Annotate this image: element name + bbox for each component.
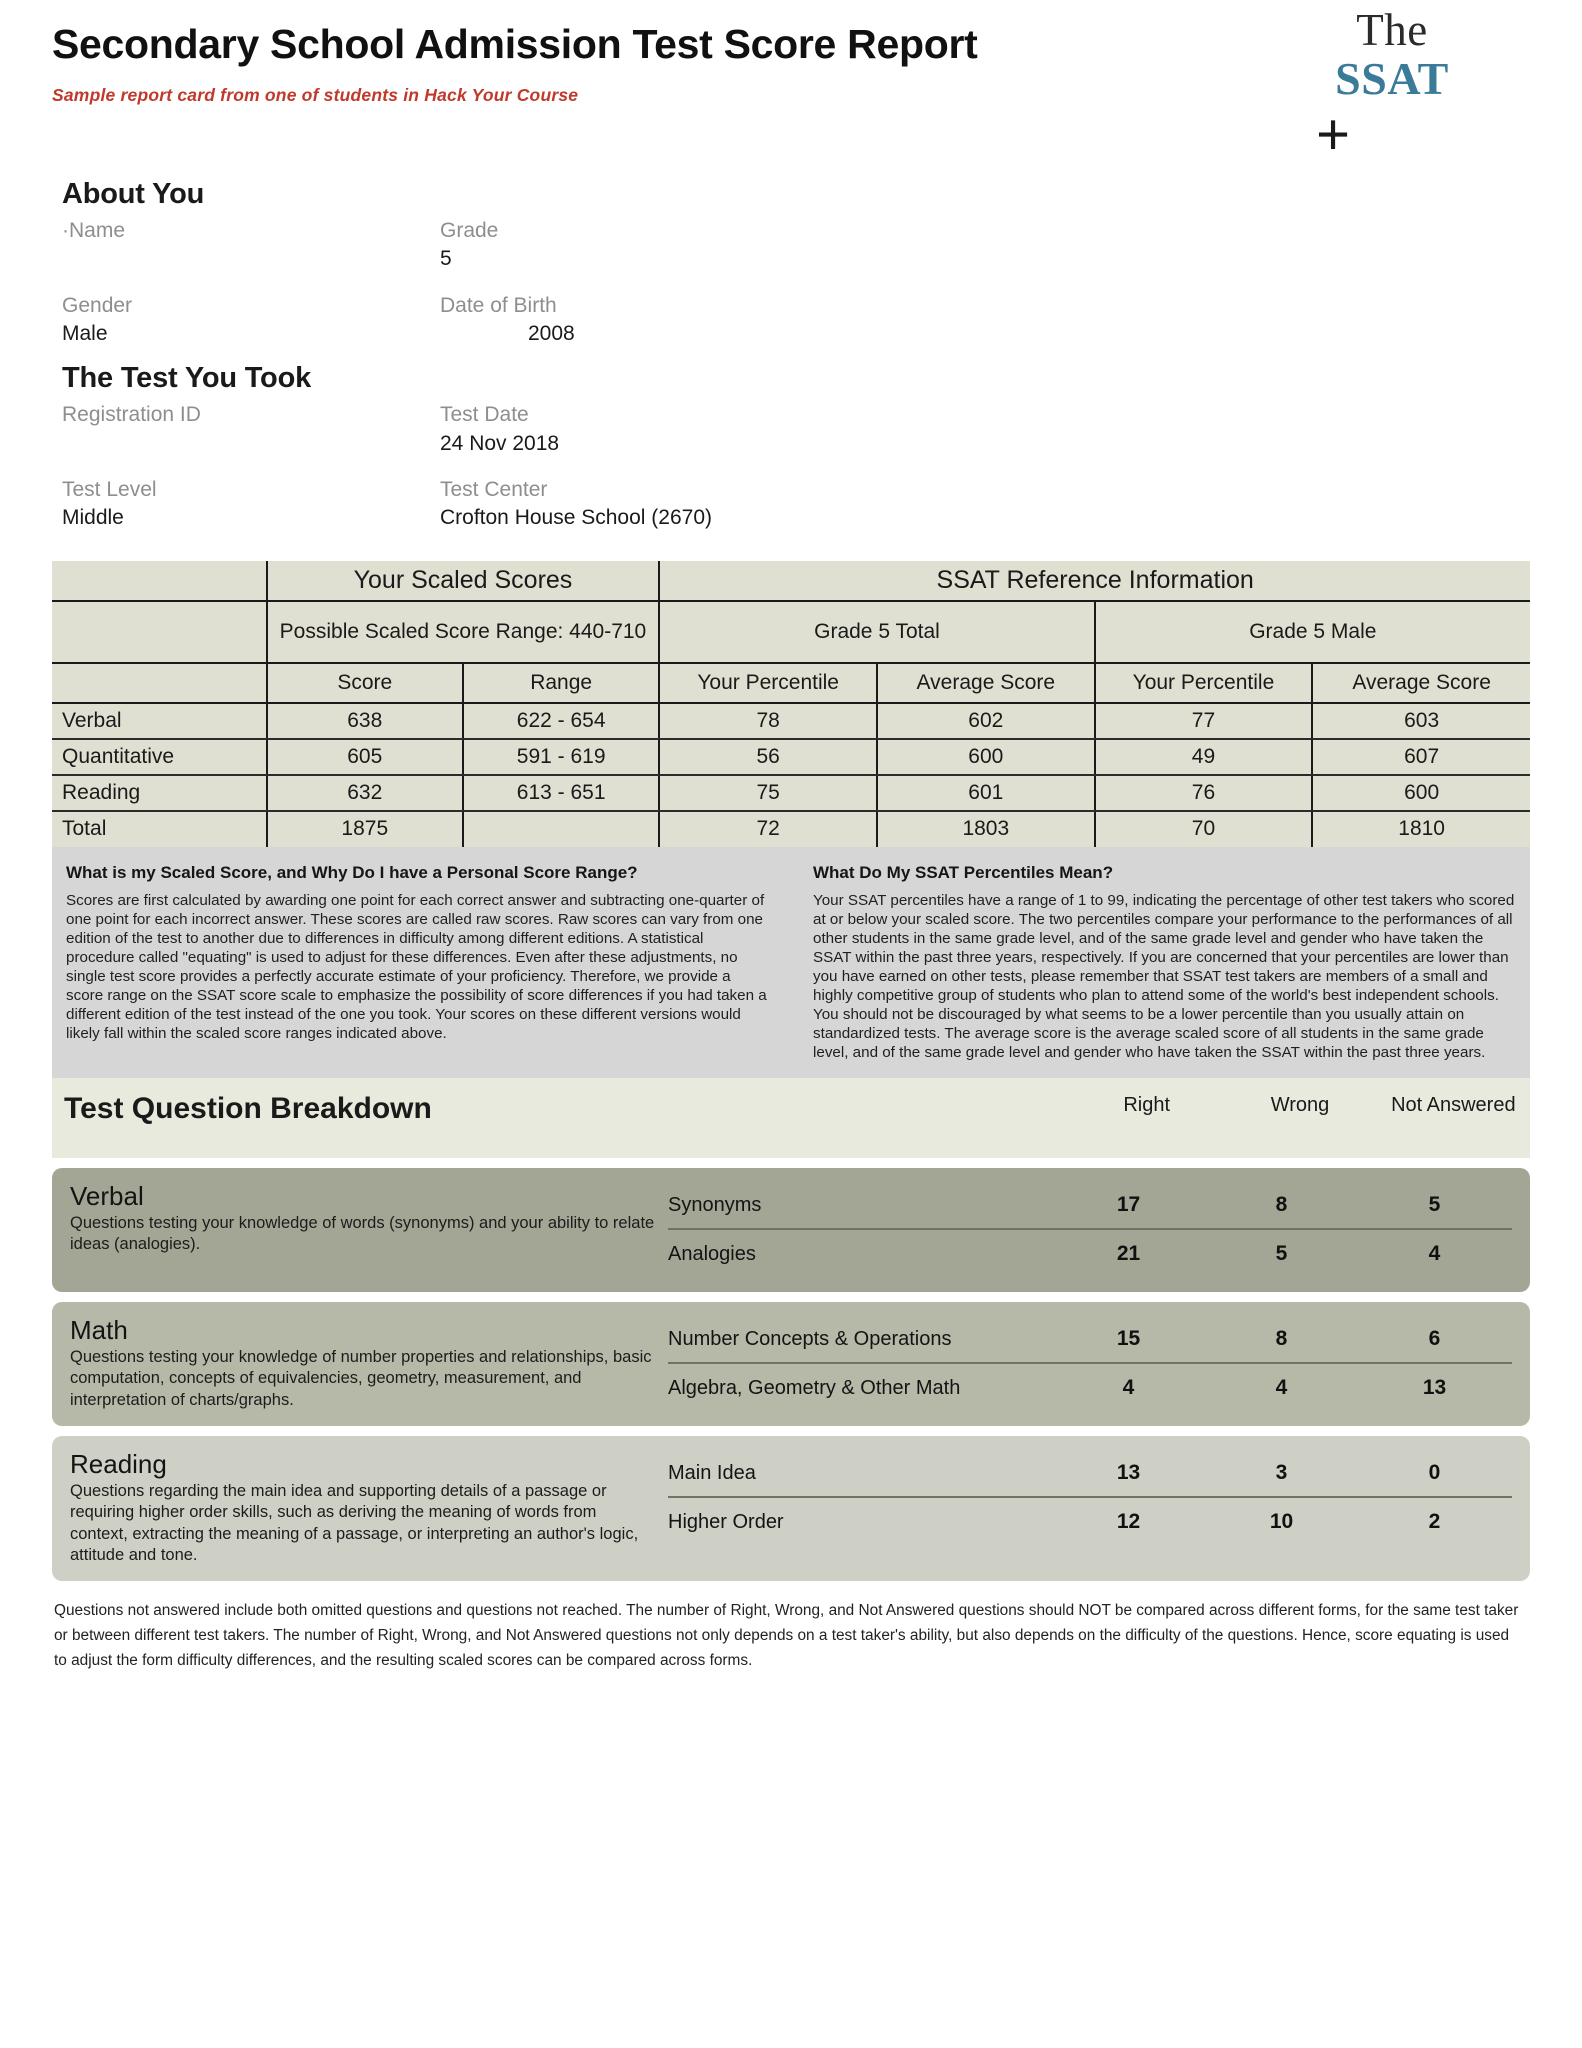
breakdown-section-verbal bbox=[52, 1168, 1530, 1292]
column-header-your-percentile-total: Your Percentile bbox=[659, 663, 877, 703]
math-description-block bbox=[52, 1316, 668, 1411]
reading-category-higher-order: Higher Order bbox=[668, 1510, 784, 1533]
name-label: ·Name bbox=[62, 219, 126, 242]
verbal-percentile-male: 77 bbox=[1095, 703, 1313, 739]
gender-value: Male bbox=[62, 322, 108, 346]
explanatory-notes bbox=[52, 847, 1530, 1079]
plus-icon: + bbox=[1316, 101, 1350, 167]
reading-section-desc: Questions regarding the main idea and supporting details of a passage or requiring higher order skills, such as deriving the meaning of words from context, extracting the meaning of a passage, or interpreting an author's logic, attitude and tone. bbox=[70, 1482, 639, 1565]
logo-the-text: The bbox=[1356, 5, 1428, 55]
field-registration-id bbox=[62, 401, 440, 458]
column-header-average-score-male: Average Score bbox=[1312, 663, 1530, 703]
test-center-value: Crofton House School (2670) bbox=[440, 506, 712, 530]
note-scaled-score-body: Scores are first calculated by awarding one point for each correct answer and subtracting one-quarter of one point for each incorrect answer. These scores are called raw scores. Raw scores can vary from one edition of the test to another due to differences in difficulty among different editions. A statistical procedure called "equating" is used to adjust for these differences. Even after these adjustments, no single test score provides a perfectly accurate estimate of your proficiency. Therefore, we provide a score range on the SSAT score scale to emphasize the possibility of score differences if you had taken a different edition of the test instead of the one you took. Your scores on these different versions would likely fall within the scaled score ranges indicated above. bbox=[66, 891, 767, 1043]
ssat-logo bbox=[1282, 5, 1502, 167]
math-category-algebra-geometry: Algebra, Geometry & Other Math bbox=[668, 1376, 961, 1399]
table-row bbox=[668, 1450, 1512, 1498]
reading-section-name: Reading bbox=[70, 1449, 167, 1480]
grade-label: Grade bbox=[440, 219, 499, 242]
reading-percentile-total: 75 bbox=[659, 775, 877, 811]
verbal-average-male: 603 bbox=[1312, 703, 1530, 739]
math-number-concepts-right: 15 bbox=[1116, 1327, 1141, 1351]
field-name bbox=[62, 217, 440, 274]
report-subtitle: Sample report card from one of students in Hack Your Course bbox=[52, 84, 579, 105]
quantitative-average-total: 600 bbox=[877, 739, 1095, 775]
row-label-reading: Reading bbox=[52, 775, 267, 811]
table-row bbox=[52, 775, 1530, 811]
test-date-value: 24 Nov 2018 bbox=[440, 431, 560, 455]
field-grade bbox=[440, 217, 1530, 274]
verbal-synonyms-right: 17 bbox=[1116, 1193, 1141, 1217]
verbal-analogies-wrong: 5 bbox=[1275, 1242, 1288, 1266]
breakdown-header bbox=[52, 1078, 1530, 1158]
column-header-average-score-total: Average Score bbox=[877, 663, 1095, 703]
verbal-section-name: Verbal bbox=[70, 1181, 144, 1212]
table-column-header-row bbox=[52, 663, 1530, 703]
grade-total-header: Grade 5 Total bbox=[659, 601, 1094, 663]
reading-category-main-idea: Main Idea bbox=[668, 1461, 756, 1484]
field-test-level bbox=[62, 476, 440, 533]
footnote-text: Questions not answered include both omitted questions and questions not reached. The number of Right, Wrong, and Not Answered questions should NOT be compared across different forms, for the same test taker or between different test takers. The number of Right, Wrong, and Not Answered questions not only depends on a test taker's ability, but also depends on the difficulty of the questions. Hence, score equating is used to adjust the form difficulty differences, and the resulting scaled scores can be compared across forms. bbox=[54, 1601, 1519, 1669]
reading-percentile-male: 76 bbox=[1095, 775, 1313, 811]
reading-average-male: 600 bbox=[1312, 775, 1530, 811]
reading-higher-order-not-answered: 2 bbox=[1428, 1510, 1441, 1534]
name-value bbox=[62, 245, 440, 272]
table-row bbox=[52, 703, 1530, 739]
table-row bbox=[52, 739, 1530, 775]
table-row bbox=[668, 1316, 1512, 1364]
breakdown-column-headers bbox=[1070, 1094, 1530, 1117]
dob-label: Date of Birth bbox=[440, 293, 557, 317]
verbal-analogies-not-answered: 4 bbox=[1428, 1242, 1441, 1266]
table-group-header-row bbox=[52, 561, 1530, 601]
reading-main-idea-right: 13 bbox=[1116, 1461, 1141, 1485]
note-percentiles-heading: What Do My SSAT Percentiles Mean? bbox=[813, 862, 1114, 882]
math-number-concepts-not-answered: 6 bbox=[1428, 1327, 1441, 1351]
table-row bbox=[668, 1498, 1512, 1546]
reading-rows bbox=[668, 1450, 1530, 1546]
note-percentiles bbox=[799, 857, 1530, 1063]
table-subgroup-header-row bbox=[52, 601, 1530, 663]
math-number-concepts-wrong: 8 bbox=[1275, 1327, 1288, 1351]
quantitative-average-male: 607 bbox=[1312, 739, 1530, 775]
about-you-fields bbox=[62, 217, 1530, 362]
reading-description-block bbox=[52, 1450, 668, 1566]
verbal-analogies-right: 21 bbox=[1116, 1242, 1141, 1266]
note-scaled-score-heading: What is my Scaled Score, and Why Do I have a Personal Score Range? bbox=[66, 862, 638, 882]
note-percentiles-body: Your SSAT percentiles have a range of 1 to 99, indicating the percentage of other test takers who scored at or below your scaled score. The two percentiles compare your performance to the performances of all other students in the same grade level, and of the same grade level and gender who have taken the SSAT within the past three years, respectively. If you are concerned that your percentiles are lower than you have earned on other tests, please remember that SSAT test takers are members of a small and highly competitive group of students who plan to attend some of the world's best independent schools. You should not be discouraged by what seems to be a lower percentile than you usually attain on standardized tests. The average score is the average scaled score of all students in the same grade level, and of the same grade level and gender who have taken the SSAT within the past three years. bbox=[813, 891, 1515, 1062]
total-percentile-total: 72 bbox=[659, 811, 877, 847]
note-scaled-score bbox=[52, 857, 783, 1063]
field-test-center bbox=[440, 476, 1530, 533]
math-section-desc: Questions testing your knowledge of number properties and relationships, basic computation, concepts of equivalencies, geometry, measurement, and interpretation of charts/graphs. bbox=[70, 1348, 652, 1409]
dob-value: 2008 bbox=[528, 322, 575, 346]
math-algebra-geometry-right: 4 bbox=[1122, 1376, 1135, 1400]
quantitative-percentile-male: 49 bbox=[1095, 739, 1313, 775]
table-row bbox=[668, 1364, 1512, 1412]
row-label-quantitative: Quantitative bbox=[52, 739, 267, 775]
row-label-total: Total bbox=[62, 817, 107, 841]
reading-main-idea-wrong: 3 bbox=[1275, 1461, 1288, 1485]
math-category-number-concepts: Number Concepts & Operations bbox=[668, 1327, 952, 1350]
total-average-male: 1810 bbox=[1312, 811, 1530, 847]
table-corner-cell-3 bbox=[52, 663, 267, 703]
test-center-label: Test Center bbox=[440, 478, 548, 502]
gender-label: Gender bbox=[62, 293, 133, 317]
test-level-label: Test Level bbox=[62, 478, 157, 502]
scaled-scores-table bbox=[52, 561, 1530, 847]
reading-main-idea-not-answered: 0 bbox=[1428, 1461, 1441, 1485]
column-header-score: Score bbox=[267, 663, 463, 703]
verbal-percentile-total: 78 bbox=[659, 703, 877, 739]
verbal-category-synonyms: Synonyms bbox=[668, 1193, 762, 1216]
table-row bbox=[52, 811, 1530, 847]
reading-average-total: 601 bbox=[877, 775, 1095, 811]
about-you-section bbox=[52, 178, 1530, 362]
report-header bbox=[52, 0, 1530, 178]
table-corner-cell bbox=[52, 561, 267, 601]
math-algebra-geometry-not-answered: 13 bbox=[1422, 1376, 1447, 1400]
quantitative-score: 605 bbox=[267, 739, 463, 775]
verbal-average-total: 602 bbox=[877, 703, 1095, 739]
math-section-name: Math bbox=[70, 1315, 128, 1346]
breakdown-heading: Test Question Breakdown bbox=[64, 1092, 432, 1126]
test-level-value: Middle bbox=[62, 506, 124, 530]
grade-value: 5 bbox=[440, 247, 452, 271]
column-header-wrong: Wrong bbox=[1270, 1094, 1330, 1117]
field-dob bbox=[440, 292, 1530, 349]
table-row bbox=[668, 1230, 1512, 1278]
test-you-took-section bbox=[52, 362, 1530, 546]
logo-ssat-text: SSAT bbox=[1335, 53, 1449, 104]
total-range bbox=[463, 811, 659, 847]
verbal-section-desc: Questions testing your knowledge of words (synonyms) and your ability to relate ideas (analogies). bbox=[70, 1214, 655, 1254]
registration-id-label: Registration ID bbox=[62, 403, 201, 427]
row-label-verbal: Verbal bbox=[52, 703, 267, 739]
group-header-ssat-reference: SSAT Reference Information bbox=[659, 561, 1530, 601]
reading-higher-order-wrong: 10 bbox=[1269, 1510, 1294, 1534]
possible-score-range: Possible Scaled Score Range: 440-710 bbox=[267, 601, 660, 663]
test-you-took-fields bbox=[62, 401, 1530, 546]
column-header-right: Right bbox=[1123, 1094, 1171, 1117]
verbal-description-block bbox=[52, 1182, 668, 1255]
column-header-your-percentile-male: Your Percentile bbox=[1095, 663, 1313, 703]
math-algebra-geometry-wrong: 4 bbox=[1275, 1376, 1288, 1400]
verbal-category-analogies: Analogies bbox=[668, 1242, 756, 1265]
verbal-score: 638 bbox=[267, 703, 463, 739]
reading-score: 632 bbox=[267, 775, 463, 811]
field-test-date bbox=[440, 401, 1530, 458]
column-header-not-answered: Not Answered bbox=[1391, 1094, 1516, 1117]
reading-higher-order-right: 12 bbox=[1116, 1510, 1141, 1534]
page-title: Secondary School Admission Test Score Report bbox=[52, 21, 978, 67]
total-percentile-male: 70 bbox=[1095, 811, 1313, 847]
verbal-synonyms-wrong: 8 bbox=[1275, 1193, 1288, 1217]
column-header-range: Range bbox=[463, 663, 659, 703]
table-corner-cell-2 bbox=[52, 601, 267, 663]
table-row bbox=[668, 1182, 1512, 1230]
total-average-total: 1803 bbox=[877, 811, 1095, 847]
field-gender bbox=[62, 292, 440, 349]
breakdown-section-reading bbox=[52, 1436, 1530, 1580]
group-header-your-scaled-scores: Your Scaled Scores bbox=[267, 561, 660, 601]
test-date-label: Test Date bbox=[440, 403, 529, 427]
test-you-took-heading: The Test You Took bbox=[62, 362, 312, 395]
test-question-breakdown bbox=[52, 1078, 1530, 1580]
about-you-heading: About You bbox=[62, 178, 205, 210]
quantitative-range: 591 - 619 bbox=[463, 739, 659, 775]
math-rows bbox=[668, 1316, 1530, 1412]
breakdown-section-math bbox=[52, 1302, 1530, 1426]
registration-id-value bbox=[62, 430, 440, 457]
grade-male-header: Grade 5 Male bbox=[1095, 601, 1530, 663]
verbal-synonyms-not-answered: 5 bbox=[1428, 1193, 1441, 1217]
reading-range: 613 - 651 bbox=[463, 775, 659, 811]
verbal-range: 622 - 654 bbox=[463, 703, 659, 739]
total-score: 1875 bbox=[267, 811, 463, 847]
scores-table-wrapper bbox=[52, 561, 1530, 847]
quantitative-percentile-total: 56 bbox=[659, 739, 877, 775]
verbal-rows bbox=[668, 1182, 1530, 1278]
